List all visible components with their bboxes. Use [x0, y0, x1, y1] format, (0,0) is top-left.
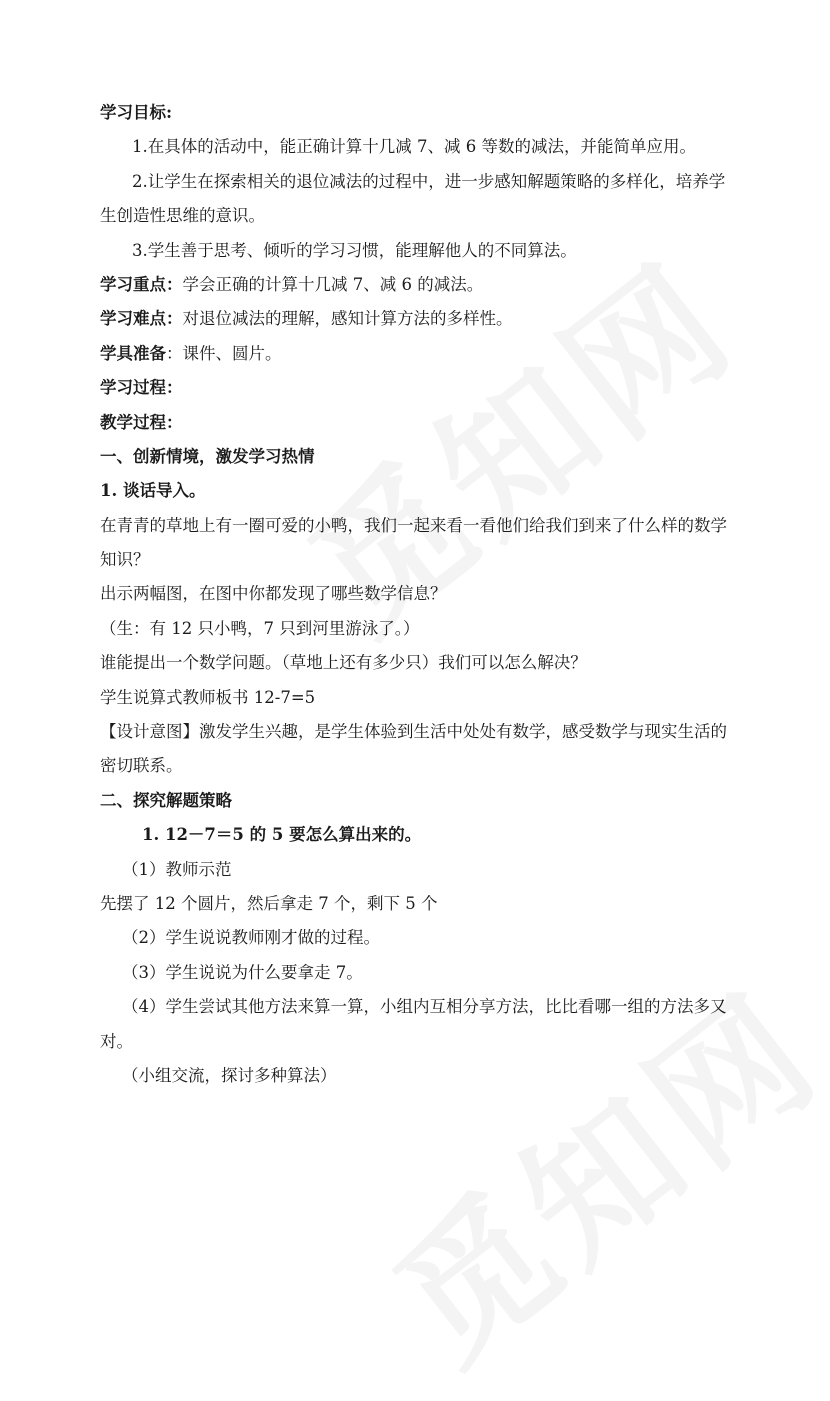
goals-heading: 学习目标:	[100, 103, 173, 122]
step-2: （2）学生说说教师刚才做的过程。	[122, 928, 380, 948]
paragraph-4: 谁能提出一个数学问题。（草地上还有多少只）我们可以怎么解决？	[100, 653, 587, 673]
tools-prep	[100, 337, 740, 371]
step-1-detail: 先摆了 12 个圆片，然后拿走 7 个，剩下 5 个	[100, 893, 438, 913]
design-intent-line-1	[100, 715, 740, 749]
step-3: （3）学生说说为什么要拿走 7。	[122, 962, 363, 982]
step-4-line-2: 对。	[100, 1031, 133, 1051]
goal-2-line-1: 2.让学生在探索相关的退位减法的过程中，进一步感知解题策略的多样化，培养学	[132, 171, 726, 191]
goal-3: 3.学生善于思考、倾听的学习习惯，能理解他人的不同算法。	[132, 240, 577, 260]
document-body	[100, 96, 740, 1093]
section-2-heading: 二、探究解题策略	[100, 790, 232, 810]
key-point	[100, 268, 740, 302]
paragraph-2: 出示两幅图，在图中你都发现了哪些数学信息？	[100, 584, 447, 604]
step-4-line-1: （4）学生尝试其他方法来算一算，小组内互相分享方法，比比看哪一组的方法多又	[122, 997, 727, 1017]
design-intent-text: 激发学生兴趣，是学生体验到生活中处处有数学，感受数学与现实生活的	[199, 722, 727, 742]
difficulty-label: 学习难点：	[100, 309, 183, 329]
key-point-label: 学习重点：	[100, 274, 183, 294]
tools-label: 学具准备	[100, 343, 166, 363]
teaching-heading: 教学过程：	[100, 412, 183, 432]
paragraph-1-line-1: 在青青的草地上有一圈可爱的小鸭，我们一起来看一看他们给我们到来了什么样的数学	[100, 515, 727, 535]
step-5: （小组交流，探讨多种算法）	[122, 1065, 337, 1085]
goal-1: 1.在具体的活动中，能正确计算十几减 7、减 6 等数的减法，并能简单应用。	[132, 137, 696, 157]
process-heading: 学习过程：	[100, 378, 183, 398]
section-1-sub-1: 1. 谈话导入。	[100, 481, 206, 501]
key-point-text: 学会正确的计算十几减 7、减 6 的减法。	[182, 274, 484, 294]
section-1-heading: 一、创新情境，激发学习热情	[100, 446, 315, 466]
paragraph-3: （生：有 12 只小鸭，7 只到河里游泳了。）	[100, 618, 420, 638]
difficulty-point	[100, 302, 740, 336]
tools-text: ：课件、圆片。	[166, 343, 282, 363]
step-1: （1）教师示范	[122, 859, 232, 879]
goal-2-line-2: 生创造性思维的意识。	[100, 206, 265, 226]
paragraph-5: 学生说算式教师板书 12-7=5	[100, 687, 316, 707]
design-intent-line-2: 密切联系。	[100, 756, 183, 776]
design-intent-label: 【设计意图】	[100, 722, 199, 742]
section-2-sub-1: 1. 12－7＝5 的 5 要怎么算出来的。	[142, 825, 422, 845]
difficulty-text: 对退位减法的理解，感知计算方法的多样性。	[182, 309, 513, 329]
paragraph-1-line-2: 知识？	[100, 550, 150, 570]
